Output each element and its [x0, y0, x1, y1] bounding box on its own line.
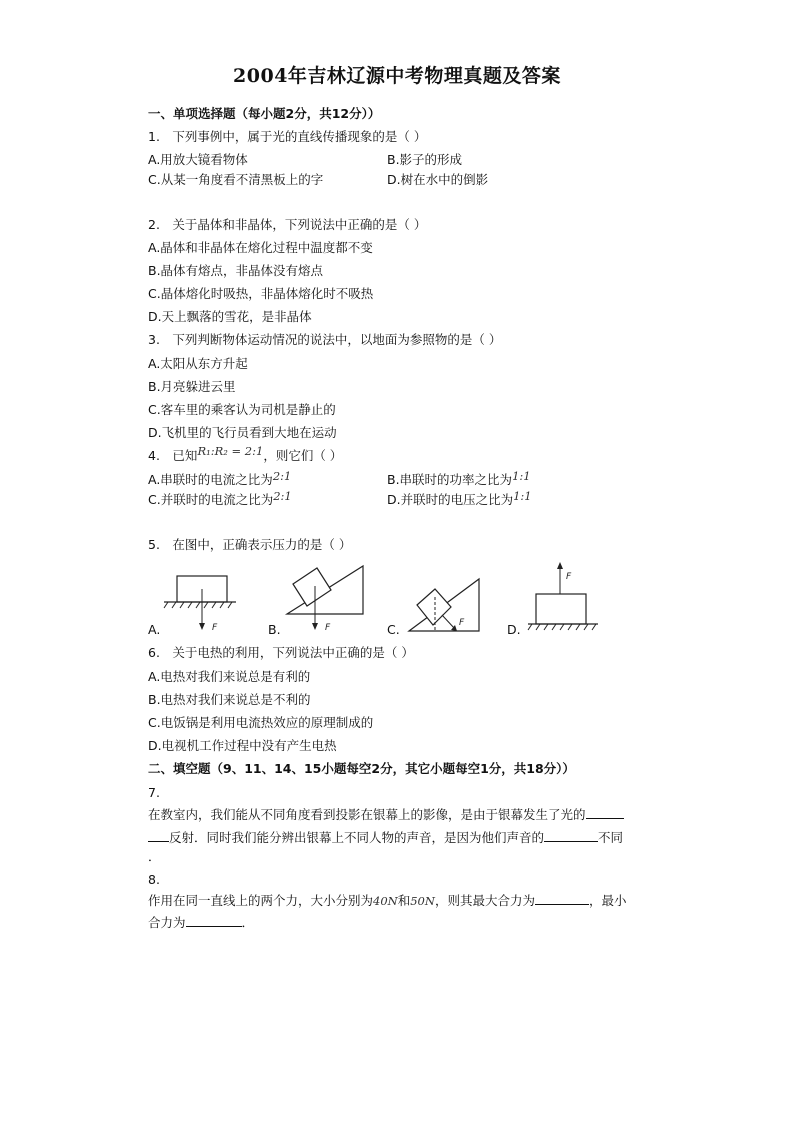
- question-3-option-d: D.飞机里的飞行员看到大地在运动: [148, 425, 337, 440]
- question-8-text-1: 作用在同一直线上的两个力，大小分别为: [148, 893, 374, 908]
- question-3-stem: 3. 下列判断物体运动情况的说法中，以地面为参照物的是（ ）: [148, 332, 502, 347]
- question-4-option-b-text: B.串联时的功率之比为: [387, 472, 513, 487]
- question-8-line-1: [148, 892, 626, 909]
- question-8-text-4: 合力为: [148, 915, 186, 930]
- question-4-stem-prefix: 4. 已知: [148, 448, 198, 463]
- question-6-stem: 6. 关于电热的利用，下列说法中正确的是（ ）: [148, 645, 414, 660]
- question-3-option-c: C.客车里的乘客认为司机是静止的: [148, 402, 336, 417]
- figure-d-diagram: [524, 560, 604, 635]
- question-8-text-5: ．: [241, 915, 255, 930]
- figure-d-force-label: F: [566, 572, 572, 582]
- figure-a-label: A.: [148, 622, 161, 637]
- question-2-stem: 2. 关于晶体和非晶体，下列说法中正确的是（ ）: [148, 217, 427, 232]
- question-8-text-3: ，最小: [588, 893, 627, 908]
- question-4-option-a-text: A.串联时的电流之比为: [148, 472, 273, 487]
- question-5-stem: 5. 在图中，正确表示压力的是（ ）: [148, 537, 352, 552]
- question-8-force-2: 50N: [410, 894, 435, 908]
- figure-c-diagram: [405, 575, 485, 637]
- question-1-option-d: D.树在水中的倒影: [387, 172, 489, 187]
- question-4-option-a-ratio: 2:1: [272, 469, 292, 483]
- question-1-option-b: B.影子的形成: [387, 152, 463, 167]
- question-7-text-3: 不同: [598, 830, 624, 845]
- figure-c-label: C.: [387, 622, 400, 637]
- figure-a-diagram: [160, 568, 240, 638]
- question-6-option-d: D.电视机工作过程中没有产生电热: [148, 738, 337, 753]
- question-4-option-b-ratio: 1:1: [512, 469, 531, 483]
- figure-b-label: B.: [268, 622, 281, 637]
- question-8-text-2: ，则其最大合力为: [434, 893, 535, 908]
- question-7-blank-1-continued[interactable]: [148, 829, 169, 842]
- figure-c-force-arrow: [442, 615, 455, 629]
- question-7-line-3: ．: [148, 849, 161, 864]
- question-7-text-1: 在教室内，我们能从不同角度看到投影在银幕上的影像，是由于银幕发生了光的: [148, 807, 586, 822]
- question-4-option-c: [148, 489, 292, 508]
- question-8-blank-max[interactable]: [535, 892, 589, 905]
- figure-d-arrowhead: [557, 562, 563, 569]
- question-1-stem: 1. 下列事例中，属于光的直线传播现象的是（ ）: [148, 129, 427, 144]
- question-4-option-c-text: C.并联时的电流之比为: [148, 492, 274, 507]
- figure-b-diagram: [283, 562, 368, 638]
- question-4-option-d-ratio: 1:1: [513, 489, 532, 503]
- figure-d-label: D.: [507, 622, 521, 637]
- figure-b-block: [293, 568, 331, 606]
- question-2-option-c: C.晶体熔化时吸热，非晶体熔化时不吸热: [148, 286, 374, 301]
- question-2-option-a: A.晶体和非晶体在熔化过程中温度都不变: [148, 240, 373, 255]
- question-1-option-a: A.用放大镜看物体: [148, 152, 248, 167]
- figure-a-force-label: F: [212, 623, 218, 633]
- section-heading-fill-blank: 二、填空题（9、11、14、15小题每空2分，其它小题每空1分，共18分））: [148, 761, 575, 776]
- figure-c-force-label: F: [459, 618, 465, 628]
- question-4-stem-suffix: ，则它们（ ）: [263, 448, 343, 463]
- question-4-option-a: [148, 469, 292, 488]
- question-6-option-c: C.电饭锅是利用电流热效应的原理制成的: [148, 715, 374, 730]
- section-heading-choice: 一、单项选择题（每小题2分，共12分））: [148, 106, 381, 121]
- question-4-option-b: [387, 469, 531, 488]
- question-6-option-b: B.电热对我们来说总是不利的: [148, 692, 311, 707]
- question-2-option-b: B.晶体有熔点，非晶体没有熔点: [148, 263, 324, 278]
- question-7-line-1: [148, 806, 624, 823]
- question-3-option-a: A.太阳从东方升起: [148, 356, 248, 371]
- figure-b-arrowhead: [312, 623, 318, 630]
- figure-b-force-label: F: [325, 623, 331, 633]
- question-4-ratio-formula: R₁:R₂ = 2:1: [197, 444, 264, 458]
- question-8-line-2: [148, 914, 254, 931]
- question-7-text-2: 反射．同时我们能分辨出银幕上不同人物的声音，是因为他们声音的: [169, 830, 545, 845]
- question-7-blank-2[interactable]: [544, 829, 598, 842]
- question-7-blank-1[interactable]: [586, 806, 624, 819]
- question-8-force-1: 40N: [373, 894, 398, 908]
- question-8-and: 和: [397, 893, 411, 908]
- question-7-number: 7.: [148, 785, 160, 800]
- question-8-blank-min[interactable]: [186, 914, 242, 927]
- question-7-line-2: [148, 829, 623, 846]
- question-3-option-b: B.月亮躲进云里: [148, 379, 236, 394]
- question-2-option-d: D.天上飘落的雪花，是非晶体: [148, 309, 312, 324]
- page-title: 2004年吉林辽源中考物理真题及答案: [233, 65, 561, 87]
- question-4-option-d-text: D.并联时的电压之比为: [387, 492, 514, 507]
- question-8-number: 8.: [148, 872, 160, 887]
- figure-a-arrowhead: [199, 623, 205, 630]
- question-4-option-d: [387, 489, 532, 508]
- figure-d-floor-hatch: [528, 624, 596, 630]
- question-6-option-a: A.电热对我们来说总是有利的: [148, 669, 311, 684]
- question-1-option-c: C.从某一角度看不清黑板上的字: [148, 172, 324, 187]
- figure-a-floor-hatch: [164, 602, 232, 608]
- figure-d-box: [536, 594, 586, 624]
- question-4-option-c-ratio: 2:1: [273, 489, 292, 503]
- question-4-stem: [148, 444, 343, 464]
